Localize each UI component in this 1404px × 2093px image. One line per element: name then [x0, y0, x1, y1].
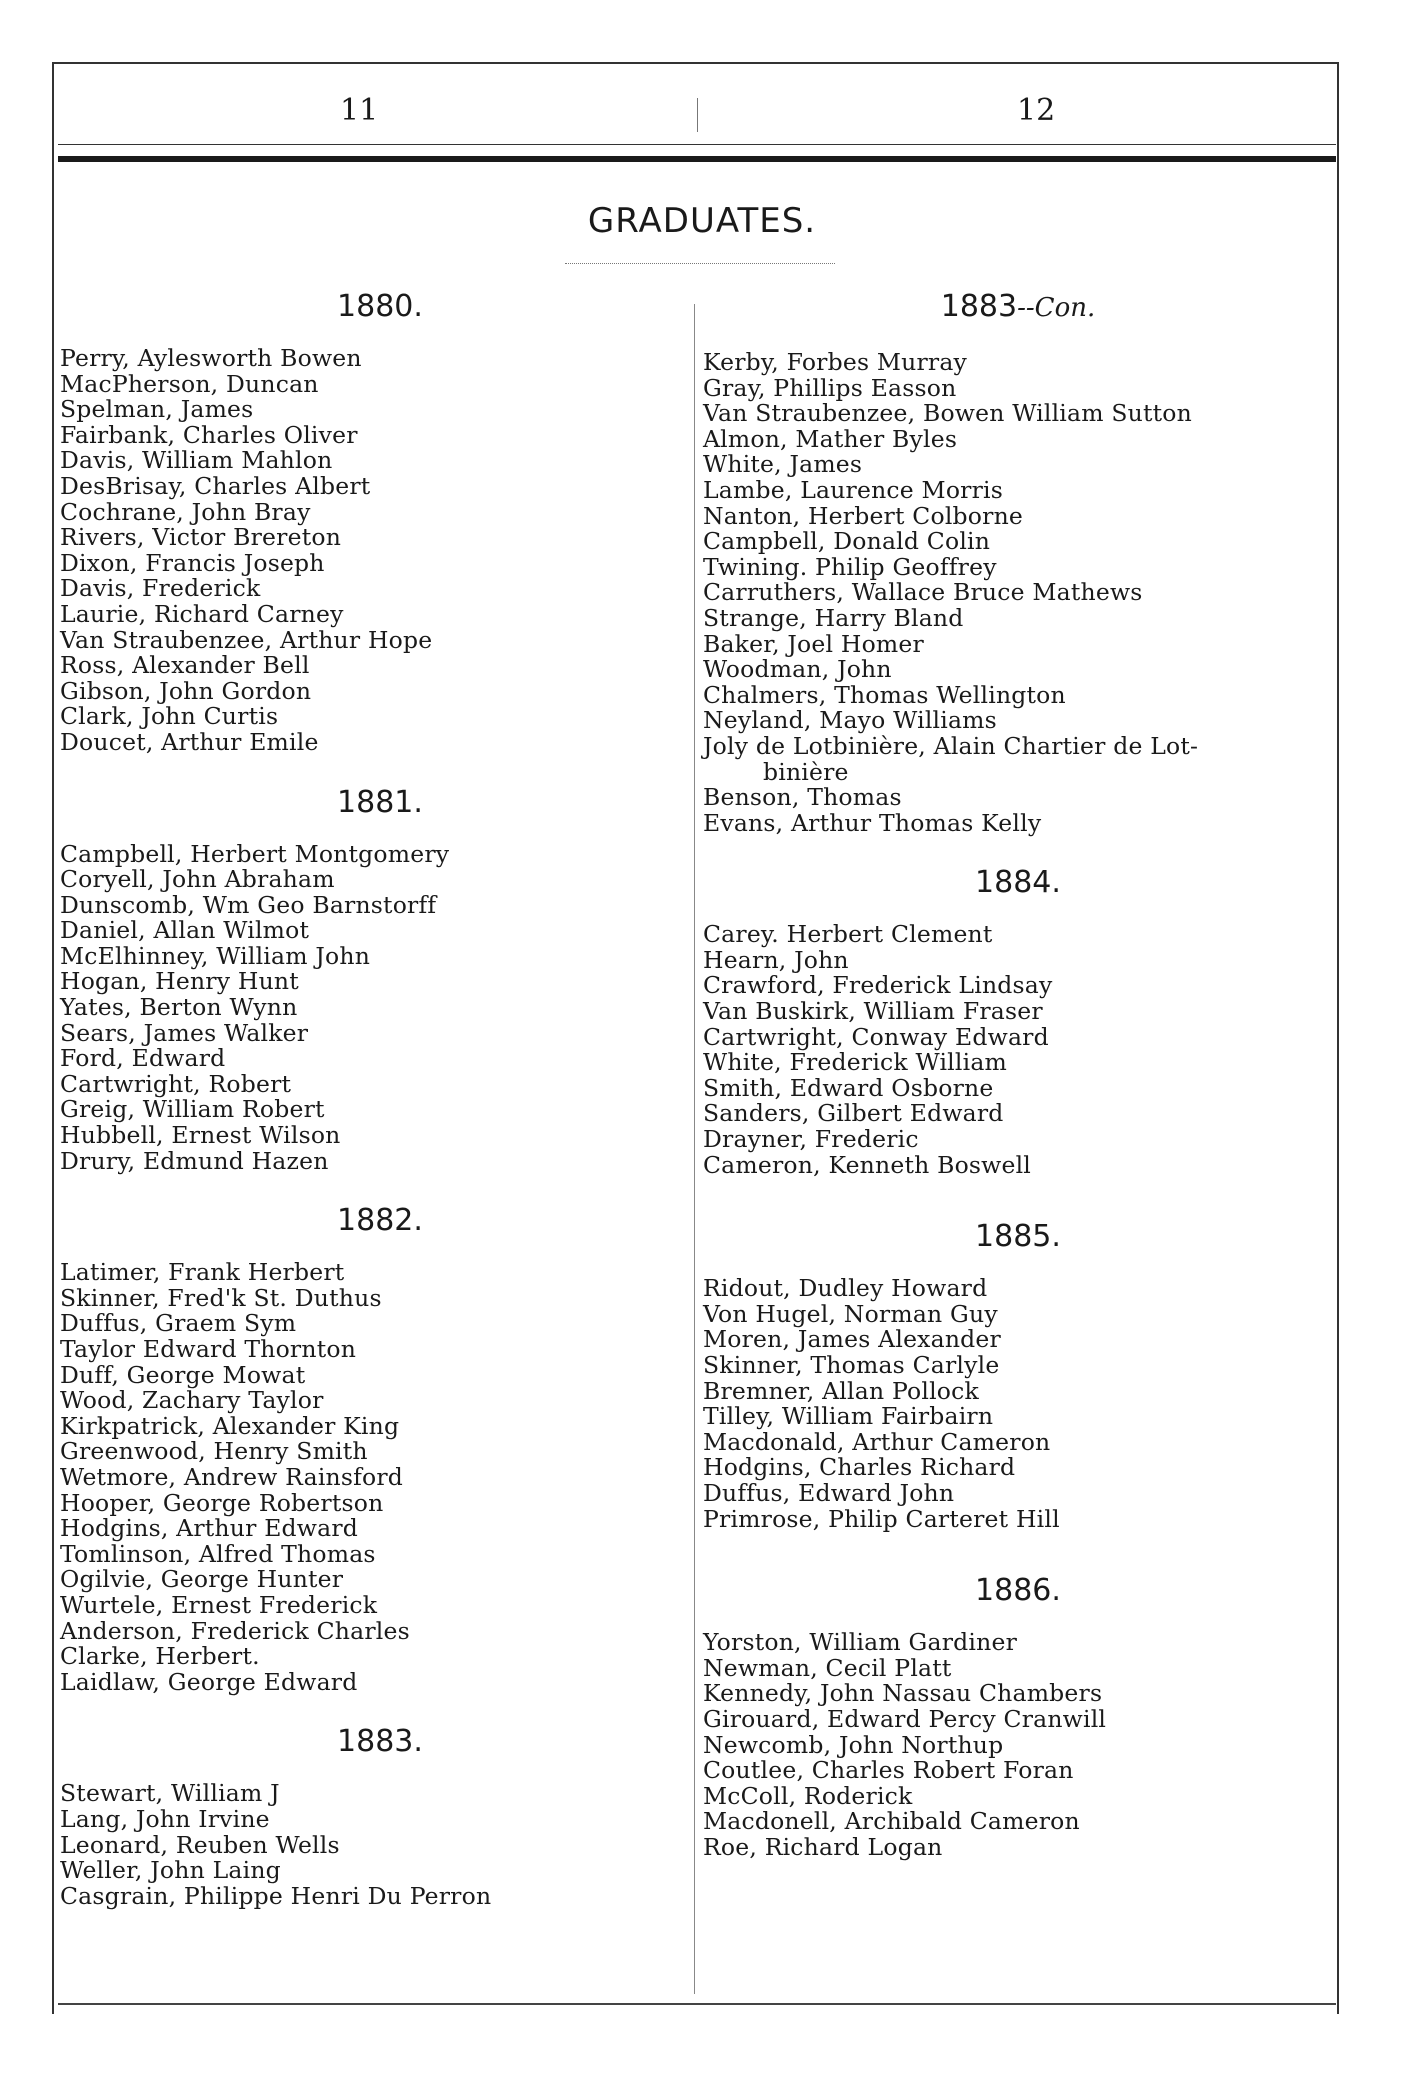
graduate-name: Kerby, Forbes Murray	[703, 348, 968, 376]
year-heading: 1884.	[975, 865, 1061, 901]
graduate-name: Skinner, Thomas Carlyle	[703, 1351, 1000, 1379]
graduate-name: Hooper, George Robertson	[60, 1488, 384, 1517]
graduate-name: Almon, Mather Byles	[703, 424, 958, 453]
year-heading: 1882.	[337, 1203, 423, 1239]
section-1883-continued	[703, 288, 1333, 836]
graduate-name: Gray, Phillips Easson	[703, 373, 957, 402]
graduate-name: Girouard, Edward Percy Cranwill	[703, 1704, 1107, 1733]
year-heading: 1880.	[337, 289, 423, 324]
right-column	[703, 288, 1333, 1861]
graduate-name: Wetmore, Andrew Rainsford	[60, 1462, 404, 1491]
graduate-name: Dixon, Francis Joseph	[60, 548, 325, 577]
year-heading: 1886.	[975, 1573, 1061, 1609]
graduate-name: Twining. Philip Geoffrey	[703, 552, 997, 581]
graduate-name: Cameron, Kenneth Boswell	[703, 1150, 1032, 1179]
graduate-name: Smith, Edward Osborne	[703, 1073, 994, 1102]
graduate-name: Woodman, John	[703, 655, 892, 684]
graduate-name: Rivers, Victor Brereton	[60, 523, 342, 552]
graduate-name: Ford, Edward	[60, 1044, 226, 1073]
graduate-name: Perry, Aylesworth Bowen	[60, 344, 362, 372]
graduate-name: Skinner, Fred'k St. Duthus	[60, 1283, 382, 1312]
graduate-name: DesBrisay, Charles Albert	[60, 471, 371, 500]
graduate-name: Von Hugel, Norman Guy	[703, 1299, 998, 1328]
graduate-name: Nanton, Herbert Colborne	[703, 501, 1024, 530]
page-bottom-rule	[58, 2003, 1336, 2005]
header-thin-rule	[58, 144, 1336, 145]
year-heading: 1881.	[337, 784, 423, 820]
section-1880	[60, 288, 700, 756]
graduate-name: White, James	[703, 450, 863, 479]
page-number-right: 12	[1017, 93, 1056, 128]
graduate-list	[60, 1781, 700, 1909]
graduate-name: Carey. Herbert Clement	[703, 920, 993, 949]
graduate-name: Ross, Alexander Bell	[60, 651, 310, 680]
graduate-name: Doucet, Arthur Emile	[60, 727, 319, 756]
year-heading	[703, 288, 1333, 326]
continued-label: --Con.	[1017, 293, 1096, 323]
graduate-list	[703, 350, 1333, 836]
graduate-name: Chalmers, Thomas Wellington	[703, 680, 1066, 709]
graduate-name: Anderson, Frederick Charles	[60, 1616, 410, 1645]
graduate-name: Roe, Richard Logan	[703, 1832, 943, 1861]
graduate-name: McColl, Roderick	[703, 1781, 913, 1810]
graduate-name: Clark, John Curtis	[60, 702, 279, 731]
graduate-name: Drury, Edmund Hazen	[60, 1146, 329, 1175]
graduate-name: Joly de Lotbinière, Alain Chartier de Lot-	[703, 731, 1199, 760]
graduate-name: Laurie, Richard Carney	[60, 599, 344, 628]
graduate-name: Lambe, Laurence Morris	[703, 475, 1004, 504]
graduate-name: Clarke, Herbert.	[60, 1642, 260, 1671]
graduate-name: Wurtele, Ernest Frederick	[60, 1590, 378, 1619]
graduate-name: Dunscomb, Wm Geo Barnstorff	[60, 890, 437, 919]
graduate-name: Campbell, Donald Colin	[703, 527, 991, 556]
graduate-name: binière	[763, 757, 849, 786]
graduate-name: Campbell, Herbert Montgomery	[60, 839, 450, 868]
graduate-name: Macdonell, Archibald Cameron	[703, 1807, 1080, 1836]
year-heading-text: 1883	[940, 289, 1018, 324]
graduate-name: Cochrane, John Bray	[60, 497, 311, 526]
graduate-name: Cartwright, Robert	[60, 1069, 292, 1098]
graduate-name: Kirkpatrick, Alexander King	[60, 1411, 400, 1440]
graduate-name: Tilley, William Fairbairn	[703, 1402, 994, 1431]
graduate-list	[703, 1276, 1333, 1532]
graduate-name: McElhinney, William John	[60, 941, 371, 970]
graduate-name: Van Straubenzee, Bowen William Sutton	[703, 399, 1192, 428]
graduate-name: White, Frederick William	[703, 1048, 1008, 1077]
graduate-name: Tomlinson, Alfred Thomas	[60, 1539, 376, 1568]
graduate-name: Latimer, Frank Herbert	[60, 1258, 345, 1287]
graduate-name: Davis, Frederick	[60, 574, 261, 603]
graduate-list	[60, 839, 700, 1175]
section-1881	[60, 784, 700, 1175]
graduate-name: Wood, Zachary Taylor	[60, 1386, 324, 1415]
graduate-name: Coutlee, Charles Robert Foran	[703, 1756, 1074, 1785]
graduate-name: Greenwood, Henry Smith	[60, 1437, 368, 1466]
graduate-name: Daniel, Allan Wilmot	[60, 916, 310, 945]
graduate-name: Van Buskirk, William Fraser	[703, 997, 1043, 1026]
graduate-name: Sears, James Walker	[60, 1018, 309, 1047]
graduate-name: Duffus, Graem Sym	[60, 1309, 297, 1338]
graduate-name: Drayner, Frederic	[703, 1125, 919, 1154]
graduate-name: Gibson, John Gordon	[60, 676, 312, 705]
graduate-name: Hearn, John	[703, 945, 849, 974]
graduate-name: Yorston, William Gardiner	[703, 1628, 1017, 1657]
graduate-name: Newman, Cecil Platt	[703, 1653, 952, 1682]
graduate-name: Weller, John Laing	[60, 1856, 281, 1885]
graduate-name: MacPherson, Duncan	[60, 369, 319, 398]
graduate-name: Ridout, Dudley Howard	[703, 1274, 988, 1303]
graduate-name: Van Straubenzee, Arthur Hope	[60, 625, 433, 654]
graduate-name: Taylor Edward Thornton	[60, 1335, 357, 1363]
section-1885	[703, 1218, 1333, 1532]
graduate-name: Coryell, John Abraham	[60, 865, 335, 894]
section-1884	[703, 864, 1333, 1178]
graduate-name: Stewart, William J	[60, 1779, 280, 1808]
graduate-list	[60, 1260, 700, 1695]
graduate-name: Moren, James Alexander	[703, 1325, 1001, 1354]
graduate-name: Hubbell, Ernest Wilson	[60, 1121, 341, 1150]
graduate-name: Hodgins, Arthur Edward	[60, 1514, 359, 1543]
year-heading: 1885.	[975, 1219, 1061, 1255]
graduate-name: Hogan, Henry Hunt	[60, 967, 299, 996]
graduate-name: Hodgins, Charles Richard	[703, 1453, 1016, 1482]
graduate-name: Fairbank, Charles Oliver	[60, 420, 358, 449]
graduate-name: Sanders, Gilbert Edward	[703, 1099, 1004, 1128]
year-heading: 1883.	[337, 1724, 423, 1760]
graduate-name: Newcomb, John Northup	[703, 1730, 1004, 1759]
graduate-list	[703, 922, 1333, 1178]
graduate-name: Benson, Thomas	[703, 783, 902, 812]
graduate-name: Laidlaw, George Edward	[60, 1667, 358, 1696]
title-rule	[565, 263, 835, 264]
graduate-name: Davis, William Mahlon	[60, 446, 333, 475]
graduate-name: Kennedy, John Nassau Chambers	[703, 1679, 1103, 1708]
graduate-name: Carruthers, Wallace Bruce Mathews	[703, 578, 1143, 607]
graduate-name: Cartwright, Conway Edward	[703, 1022, 1049, 1051]
graduate-name: Evans, Arthur Thomas Kelly	[703, 808, 1042, 837]
graduate-name: Crawford, Frederick Lindsay	[703, 971, 1053, 1000]
graduate-name: Spelman, James	[60, 395, 254, 424]
section-1886	[703, 1572, 1333, 1860]
graduate-list	[60, 346, 700, 756]
graduate-name: Greig, William Robert	[60, 1095, 325, 1124]
graduate-name: Bremner, Allan Pollock	[703, 1376, 979, 1405]
graduate-name: Ogilvie, George Hunter	[60, 1565, 344, 1594]
graduate-name: Lang, John Irvine	[60, 1804, 270, 1833]
header-thick-rule	[58, 156, 1336, 162]
graduate-name: Neyland, Mayo Williams	[703, 706, 997, 735]
graduate-name: Leonard, Reuben Wells	[60, 1830, 340, 1859]
section-1883	[60, 1723, 700, 1909]
graduate-list	[703, 1630, 1333, 1860]
graduate-name: Yates, Berton Wynn	[60, 993, 298, 1022]
graduate-name: Macdonald, Arthur Cameron	[703, 1427, 1051, 1456]
header-divider	[697, 98, 698, 132]
section-1882	[60, 1202, 700, 1695]
page-title: GRADUATES.	[587, 201, 817, 241]
graduate-name: Casgrain, Philippe Henri Du Perron	[60, 1881, 492, 1910]
graduate-name: Primrose, Philip Carteret Hill	[703, 1504, 1060, 1533]
graduate-name: Baker, Joel Homer	[703, 629, 924, 658]
left-column	[60, 288, 700, 1909]
graduate-name: Duff, George Mowat	[60, 1360, 306, 1389]
page-number-left: 11	[340, 93, 379, 128]
graduate-name: Strange, Harry Bland	[703, 603, 964, 632]
graduate-name: Duffus, Edward John	[703, 1478, 955, 1507]
